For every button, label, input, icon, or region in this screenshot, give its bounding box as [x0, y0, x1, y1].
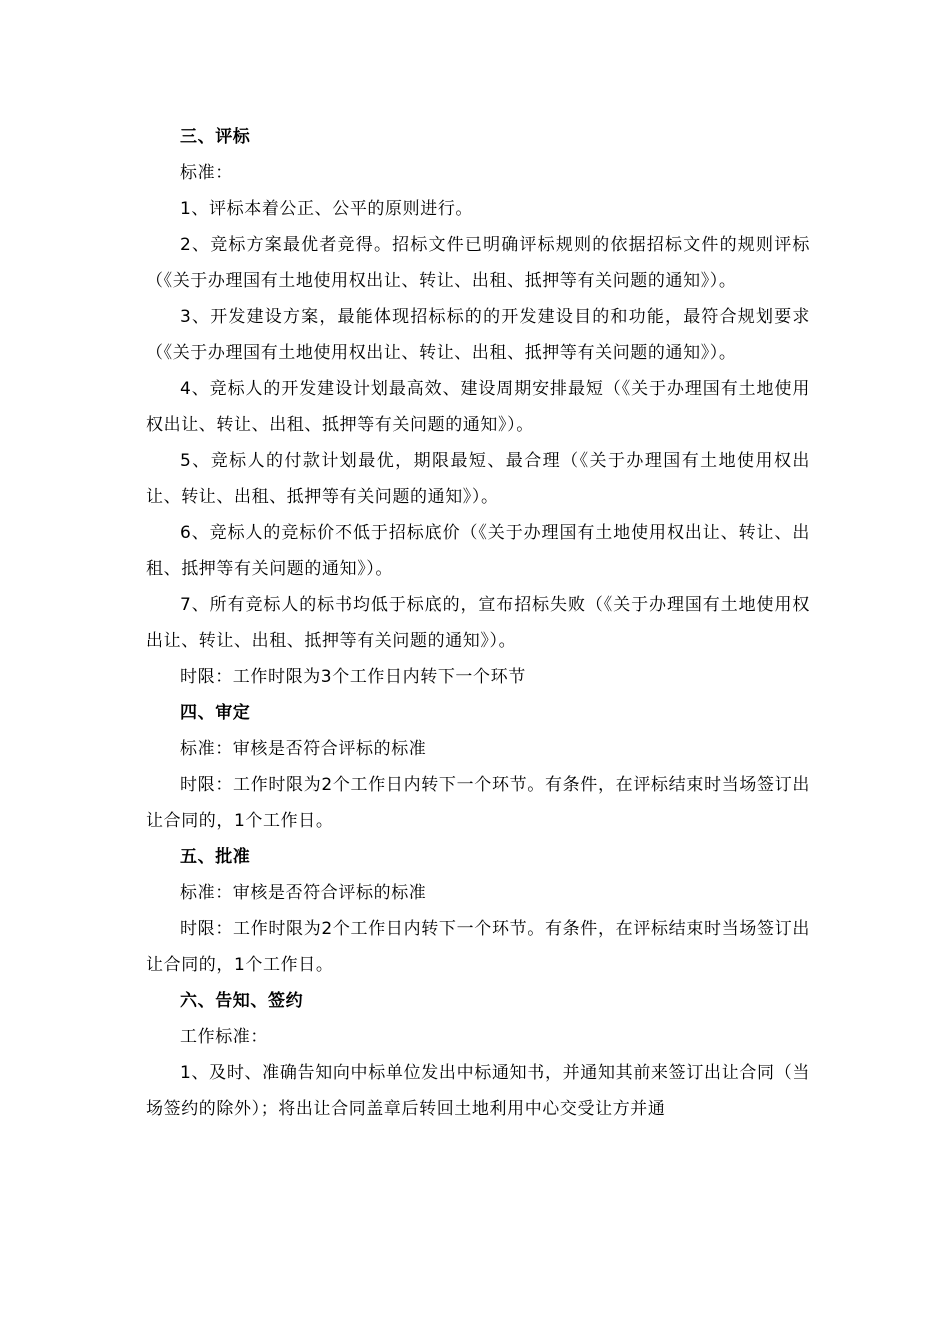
- paragraph: 时限：工作时限为2个工作日内转下一个环节。有条件，在评标结束时当场签订出让合同的，1个工作日。: [146, 919, 810, 975]
- section-heading-review: 四、审定: [180, 703, 251, 723]
- paragraph: 标准：: [180, 163, 233, 183]
- paragraph: 时限：工作时限为2个工作日内转下一个环节。有条件，在评标结束时当场签订出让合同的，1个工作日。: [146, 775, 810, 831]
- paragraph: 6、竞标人的竞标价不低于招标底价（《关于办理国有土地使用权出让、转让、出租、抵押等有关问题的通知》）。: [146, 523, 810, 579]
- paragraph: 标准：审核是否符合评标的标准: [180, 883, 427, 903]
- section-heading-evaluation: 三、评标: [180, 127, 251, 147]
- paragraph: 5、竞标人的付款计划最优，期限最短、最合理（《关于办理国有土地使用权出让、转让、出租、抵押等有关问题的通知》）。: [146, 451, 810, 507]
- paragraph: 标准：审核是否符合评标的标准: [180, 739, 427, 759]
- paragraph: 4、竞标人的开发建设计划最高效、建设周期安排最短（《关于办理国有土地使用权出让、转让、出租、抵押等有关问题的通知》）。: [146, 379, 810, 435]
- paragraph: 1、及时、准确告知向中标单位发出中标通知书，并通知其前来签订出让合同（当场签约的除外）；将出让合同盖章后转回土地利用中心交受让方并通: [146, 1063, 810, 1119]
- document-body: [146, 119, 810, 1127]
- paragraph: 时限：工作时限为3个工作日内转下一个环节: [180, 667, 526, 687]
- section-heading-approval: 五、批准: [180, 847, 251, 867]
- paragraph: 工作标准：: [180, 1027, 268, 1047]
- paragraph: 1、评标本着公正、公平的原则进行。: [180, 199, 474, 219]
- paragraph: 3、开发建设方案，最能体现招标标的的开发建设目的和功能，最符合规划要求（《关于办理国有土地使用权出让、转让、出租、抵押等有关问题的通知》）。: [146, 307, 810, 363]
- paragraph: 7、所有竞标人的标书均低于标底的，宣布招标失败（《关于办理国有土地使用权出让、转让、出租、抵押等有关问题的通知》）。: [146, 595, 810, 651]
- section-heading-notify-sign: 六、告知、签约: [180, 991, 304, 1011]
- paragraph: 2、竞标方案最优者竞得。招标文件已明确评标规则的依据招标文件的规则评标（《关于办理国有土地使用权出让、转让、出租、抵押等有关问题的通知》）。: [146, 235, 810, 291]
